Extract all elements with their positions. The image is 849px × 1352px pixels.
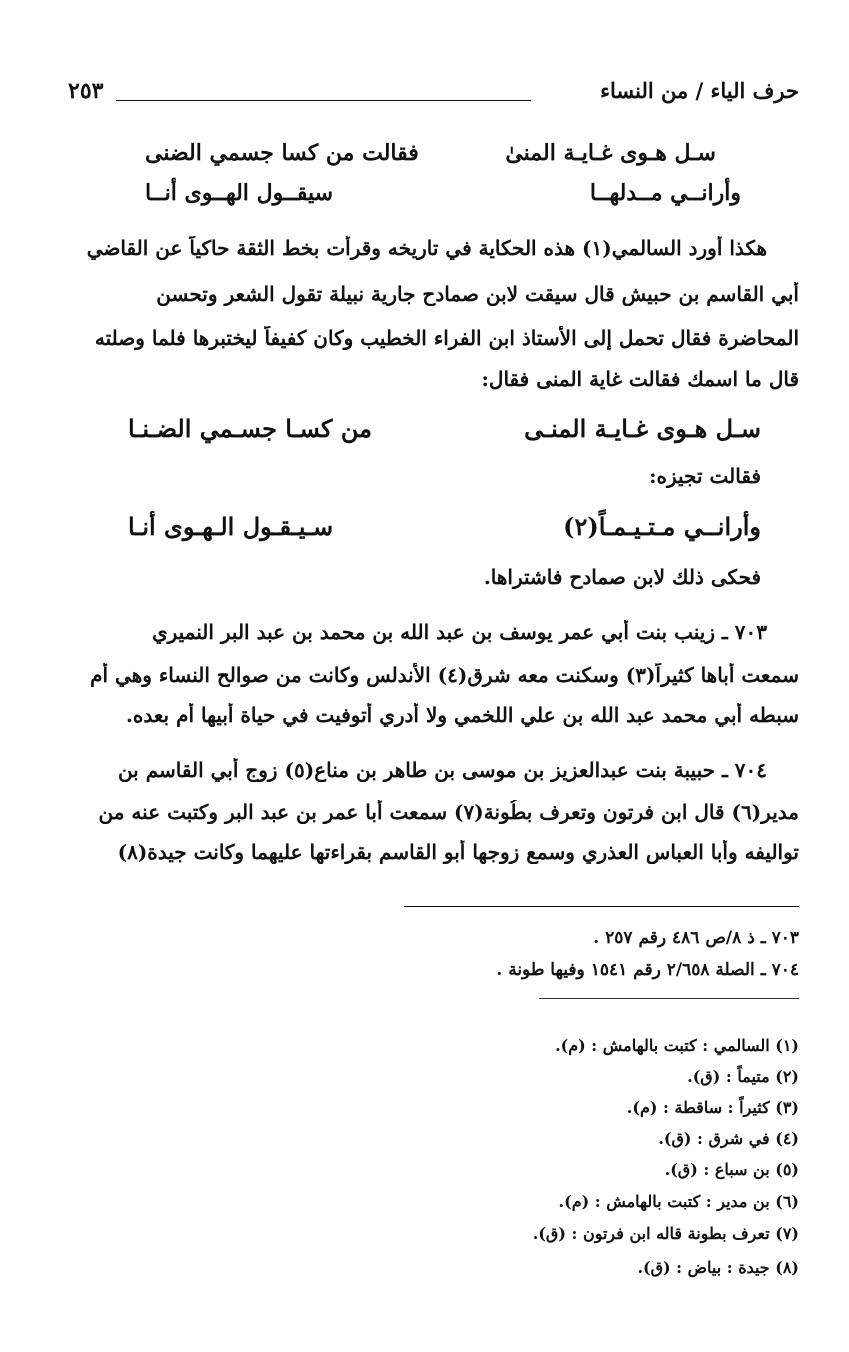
verse-hemistich-first: سـل هـوى غـايـة المنىٰ <box>505 140 716 166</box>
text-line: أبي القاسم بن حبيش قال سيقت لابن صمادح جارية نبيلة تقول الشعر وتحسن <box>156 282 799 306</box>
text-line: قال ما اسمك فقالت غاية المنى فقال: <box>481 367 799 391</box>
entry-703-line: ٧٠٣ ـ زينب بنت أبي عمر يوسف بن عبد الله بن محمد بن عبد البر النميري <box>151 620 767 644</box>
footnote: (٢) متيماً : (ق). <box>687 1067 799 1086</box>
entry-703-line: سبطه أبي محمد عبد الله بن علي اللخمي ولا أدري أتوفيت في حياة أبيها أم بعده. <box>125 703 799 727</box>
verse-hemistich-second: من كسـا جسـمي الضـنـا <box>128 414 372 443</box>
verse-hemistich-second: سـيـقـول الـهـوى أنـا <box>128 512 334 541</box>
verse-hemistich-first: وأرانــي مـتـيـمـاً(٢) <box>563 512 761 541</box>
footnote: (٨) جيدة : بياض : (ق). <box>637 1258 799 1277</box>
entry-703-line: سمعت أباها كثيراً(٣) وسكنت معه شرق(٤) الأندلس وكانت من صوالح النساء وهي أم <box>90 663 799 687</box>
verse-line <box>128 512 761 546</box>
verse-line <box>128 414 761 448</box>
source-separator <box>404 906 799 907</box>
footnote-separator <box>539 998 799 999</box>
footnote: (٣) كثيراً : ساقطة : (م). <box>626 1098 799 1117</box>
running-header <box>68 78 799 110</box>
verse-hemistich-first: سـل هـوى غـايـة المنـى <box>524 414 761 443</box>
source-reference: ٧٠٤ ـ الصلة ٢/٦٥٨ رقم ١٥٤١ وفيها طونة . <box>496 960 799 980</box>
footnote: (٧) تعرف بطونة قاله ابن فرتون : (ق). <box>532 1224 799 1243</box>
entry-704-line: مدير(٦) قال ابن فرتون وتعرف بطُونة(٧) سمعت أبا عمر بن عبد البر وكتبت عنه من <box>98 800 799 824</box>
header-rule <box>116 100 531 101</box>
entry-704-line: تواليفه وأبا العباس العذري وسمع زوجها أبو القاسم بقراءتها عليهما وكانت جيدة(٨) <box>117 840 799 864</box>
text-line: المحاضرة فقال تحمل إلى الأستاذ ابن الفراء الخطيب وكان كفيفاً ليختبرها فلما وصلته <box>94 326 799 350</box>
text-line: هكذا أورد السالمي(١) هذه الحكاية في تاريخه وقرأت بخط الثقة حاكياً عن القاضي <box>86 236 767 260</box>
page-number: ٢٥٣ <box>68 78 104 104</box>
footnote: (٦) بن مدير : كتبت بالهامش : (م). <box>558 1192 799 1211</box>
running-title: حرف الياء / من النساء <box>600 78 799 103</box>
footnote: (٤) في شرق : (ق). <box>658 1129 799 1148</box>
verse-line <box>145 180 741 214</box>
text-line: فحكى ذلك لابن صمادح فاشتراها. <box>483 565 761 589</box>
text-line: فقالت تجيزه: <box>649 464 761 488</box>
verse-hemistich-second: سيقــول الهــوى أنــا <box>145 180 334 206</box>
verse-line <box>145 140 716 174</box>
source-reference: ٧٠٣ ـ ذ ٨/ص ٤٨٦ رقم ٢٥٧ . <box>593 928 799 948</box>
footnote: (٥) بن سباع : (ق). <box>664 1160 799 1179</box>
verse-hemistich-second: فقالت من كسا جسمي الضنى <box>145 140 419 166</box>
footnote: (١) السالمي : كتبت بالهامش : (م). <box>555 1036 799 1055</box>
verse-hemistich-first: وأرانــي مــدلهــا <box>589 180 741 206</box>
entry-704-line: ٧٠٤ ـ حبيبة بنت عبدالعزيز بن موسى بن طاهر بن مناع(٥) زوج أبي القاسم بن <box>117 758 767 782</box>
